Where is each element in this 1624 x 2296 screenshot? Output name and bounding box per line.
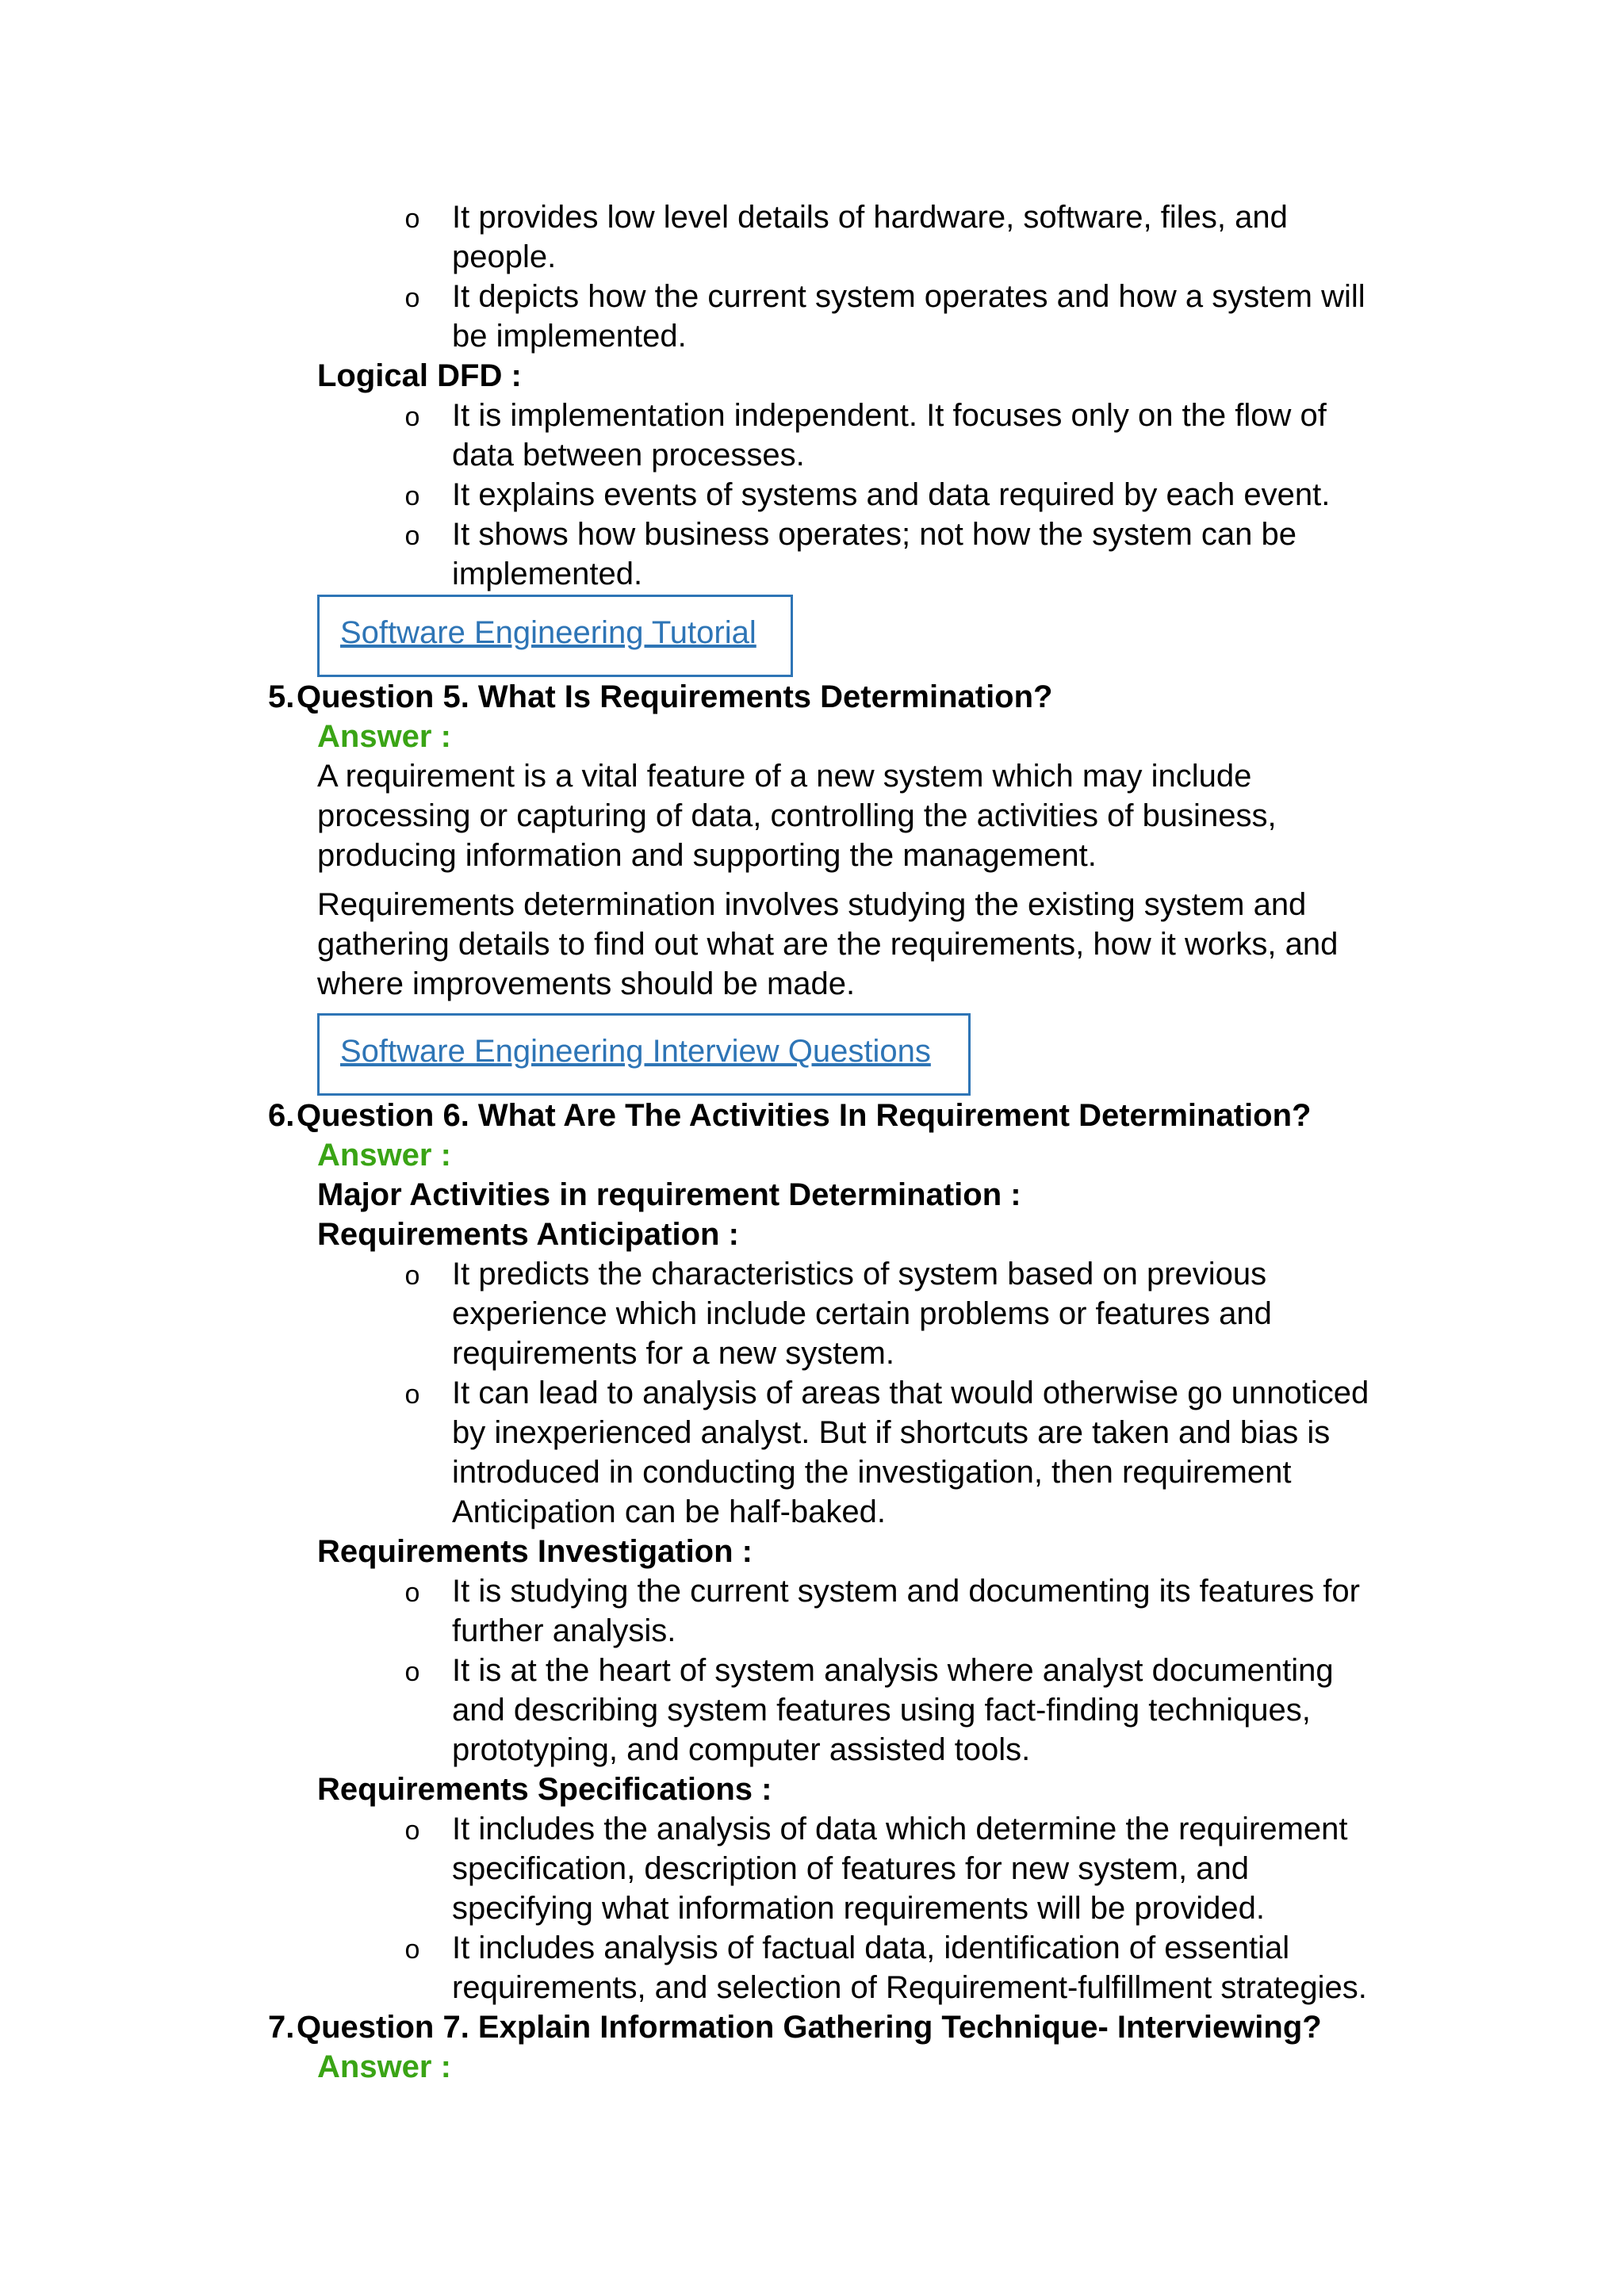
section-heading-investigation: Requirements Investigation : xyxy=(317,1534,753,1569)
question-7-title: Question 7. Explain Information Gathering Technique- Interviewing? xyxy=(297,2010,1322,2045)
bullet-text: Anticipation can be half-baked. xyxy=(452,1494,887,1529)
section-heading-logical-dfd: Logical DFD : xyxy=(317,358,522,393)
bullet-text: specifying what information requirements will be provided. xyxy=(452,1891,1265,1926)
bullet-text: It can lead to analysis of areas that would otherwise go unnoticed xyxy=(452,1376,1369,1410)
bullet-marker: o xyxy=(404,283,420,313)
paragraph-line: A requirement is a vital feature of a new system which may include xyxy=(317,759,1252,794)
bullet-text: further analysis. xyxy=(452,1613,676,1648)
bullet-text: It includes analysis of factual data, identification of essential xyxy=(452,1931,1290,1965)
section-heading-anticipation: Requirements Anticipation : xyxy=(317,1217,739,1252)
bullet-marker: o xyxy=(404,1816,420,1846)
bullet-marker: o xyxy=(404,1657,420,1687)
bullet-marker: o xyxy=(404,1261,420,1291)
bullet-marker: o xyxy=(404,481,420,511)
bullet-text: specification, description of features for new system, and xyxy=(452,1851,1249,1886)
bullet-marker: o xyxy=(404,1578,420,1608)
software-engineering-interview-questions-link[interactable]: Software Engineering Interview Questions xyxy=(340,1034,931,1069)
question-5-title: Question 5. What Is Requirements Determination? xyxy=(297,679,1053,714)
section-heading-specifications: Requirements Specifications : xyxy=(317,1772,772,1807)
question-6-title: Question 6. What Are The Activities In Requirement Determination? xyxy=(297,1098,1312,1133)
bullet-text: data between processes. xyxy=(452,438,805,473)
link-box-tutorial xyxy=(317,595,793,677)
question-number: 6. xyxy=(268,1098,295,1133)
bullet-text: requirements, and selection of Requirement-fulfillment strategies. xyxy=(452,1970,1367,2005)
bullet-text: by inexperienced analyst. But if shortcuts are taken and bias is xyxy=(452,1415,1331,1450)
bullet-marker: o xyxy=(404,1934,420,1965)
link-box-interview-questions xyxy=(317,1013,971,1096)
bullet-text: It provides low level details of hardware, software, files, and xyxy=(452,200,1288,235)
bullet-text: be implemented. xyxy=(452,319,687,354)
bullet-text: implemented. xyxy=(452,557,643,591)
paragraph-line: gathering details to find out what are the requirements, how it works, and xyxy=(317,927,1339,962)
bullet-text: It is implementation independent. It focuses only on the flow of xyxy=(452,398,1327,433)
bullet-text: and describing system features using fact-finding techniques, xyxy=(452,1693,1311,1728)
bullet-text: It predicts the characteristics of system based on previous xyxy=(452,1257,1267,1292)
answer-label: Answer : xyxy=(317,2049,451,2084)
bullet-text: introduced in conducting the investigation, then requirement xyxy=(452,1455,1292,1490)
bullet-marker: o xyxy=(404,402,420,432)
question-number: 7. xyxy=(268,2010,295,2045)
paragraph-line: Requirements determination involves studying the existing system and xyxy=(317,887,1307,922)
answer-label: Answer : xyxy=(317,1138,451,1173)
bullet-marker: o xyxy=(404,521,420,551)
software-engineering-tutorial-link[interactable]: Software Engineering Tutorial xyxy=(340,615,756,650)
bullet-text: people. xyxy=(452,239,557,274)
bullet-text: It includes the analysis of data which determine the requirement xyxy=(452,1812,1348,1846)
paragraph-line: where improvements should be made. xyxy=(317,966,856,1001)
answer-label: Answer : xyxy=(317,719,451,754)
bullet-text: It shows how business operates; not how the system can be xyxy=(452,517,1297,552)
major-activities-heading: Major Activities in requirement Determination : xyxy=(317,1177,1021,1212)
bullet-text: requirements for a new system. xyxy=(452,1336,894,1371)
bullet-text: It depicts how the current system operates and how a system will xyxy=(452,279,1365,314)
bullet-text: It is at the heart of system analysis where analyst documenting xyxy=(452,1653,1334,1688)
paragraph-line: producing information and supporting the management. xyxy=(317,838,1097,873)
paragraph-line: processing or capturing of data, controlling the activities of business, xyxy=(317,798,1277,833)
bullet-text: experience which include certain problems or features and xyxy=(452,1296,1272,1331)
question-number: 5. xyxy=(268,679,295,714)
bullet-text: It is studying the current system and documenting its features for xyxy=(452,1574,1360,1609)
bullet-marker: o xyxy=(404,1380,420,1410)
bullet-text: It explains events of systems and data required by each event. xyxy=(452,477,1331,512)
bullet-text: prototyping, and computer assisted tools. xyxy=(452,1732,1031,1767)
bullet-marker: o xyxy=(404,204,420,234)
